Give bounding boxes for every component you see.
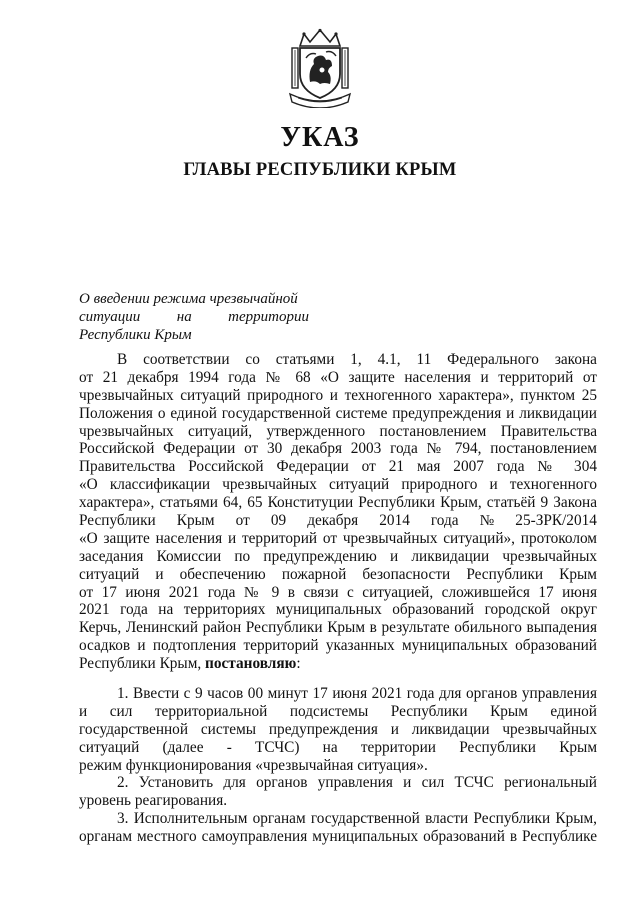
text-line: чрезвычайных ситуаций природного и техногенного характера», пунктом 25 [79,386,597,404]
preamble-paragraph [79,351,597,673]
text-line: чрезвычайных ситуаций, утвержденного постановлением Правительства [79,422,597,440]
text-line: В соответствии со статьями 1, 4.1, 11 Федерального закона [117,351,597,368]
document-subject [79,290,309,344]
text-line: ситуаций и обеспечению пожарной безопасности Республики Крым [79,565,597,583]
text-line: Республики Крым, постановляю: [79,655,301,673]
subject-line: Республики Крым [79,327,192,343]
coat-of-arms-emblem [286,28,354,108]
text-line: органам местного самоуправления муниципальных образований в Республике [79,828,597,846]
text-line: от 21 декабря 1994 года № 68 «О защите населения и территорий от [79,368,597,386]
text-line: от 17 июня 2021 года № 9 в связи с ситуацией, сложившейся 17 июня [79,583,597,601]
decree-items [79,685,597,846]
text-line: заседания Комиссии по предупреждению и ликвидации чрезвычайных [79,547,597,565]
decree-keyword: постановляю [205,655,297,673]
text-line: уровень реагирования. [79,792,228,810]
text-line: режим функционирования «чрезвычайная ситуация». [79,756,428,774]
text-line: Республики Крым от 09 декабря 2014 года № 25-ЗРК/2014 [79,512,597,530]
text-line: 1. Ввести с 9 часов 00 минут 17 июня 2021 года для органов управления [117,685,597,702]
text-line: «О защите населения и территорий от чрезвычайных ситуаций», протоколом [79,529,597,547]
text-line: характера», статьями 64, 65 Конституции Республики Крым, статьёй 9 Закона [79,494,597,512]
text-line: Российской Федерации от 30 декабря 2003 года № 794, постановлением [79,440,597,458]
text-line: Керчь, Ленинский район Республики Крым в результате обильного выпадения [79,619,597,637]
text-line: 3. Исполнительным органам государственной власти Республики Крым, [117,810,597,828]
text-line: осадков и подтопления территорий указанных муниципальных образований [79,637,597,655]
text-line: «О классификации чрезвычайных ситуаций природного и техногенного [79,476,597,494]
text-line: 2. Установить для органов управления и сил ТСЧС региональный [117,774,597,792]
text-line: ситуаций (далее - ТСЧС) на территории Республики Крым [79,738,597,756]
subject-line: О введении режима чрезвычайной [79,291,298,307]
text-line: Правительства Российской Федерации от 21 мая 2007 года № 304 [79,458,597,476]
text-line: Положения о единой государственной системе предупреждения и ликвидации [79,404,597,422]
document-title: УКАЗ [280,122,360,153]
subject-line: ситуации на территории [79,309,309,325]
text-line: 2021 года на территориях муниципальных образований городской округ [79,601,597,619]
document-subtitle: ГЛАВЫ РЕСПУБЛИКИ КРЫМ [183,160,457,180]
text-line: и сил территориальной подсистемы Республики Крым единой [79,702,597,720]
text-line: государственной системы предупреждения и ликвидации чрезвычайных [79,720,597,738]
